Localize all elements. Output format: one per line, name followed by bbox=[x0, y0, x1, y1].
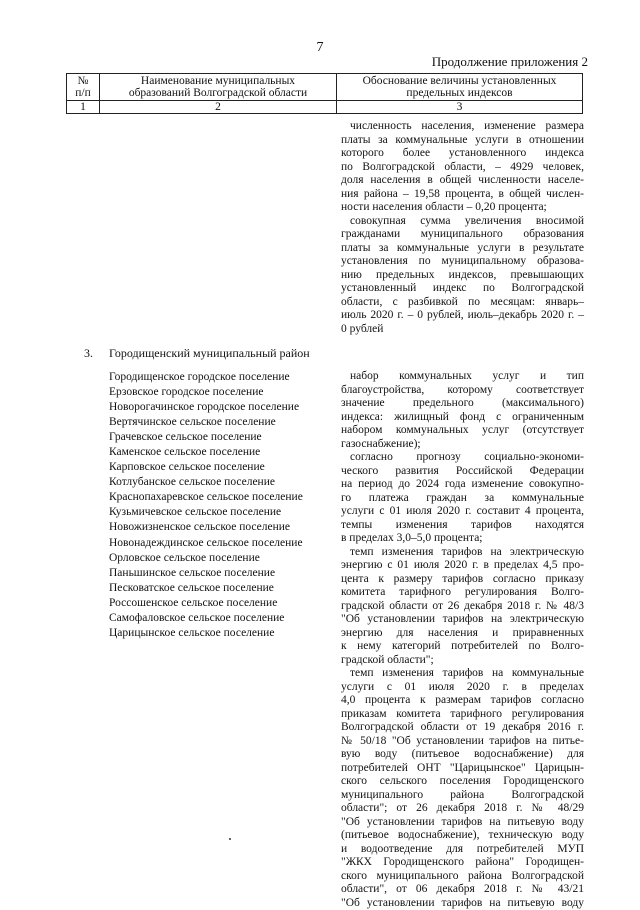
header-cell-number: № п/п bbox=[67, 74, 100, 101]
list-item: Новонадеждинское сельское поселение bbox=[109, 536, 303, 549]
column-number-2: 2 bbox=[100, 101, 337, 114]
list-item: Городищенское городское поселение bbox=[109, 371, 290, 383]
page-number: 7 bbox=[316, 40, 324, 55]
list-item: Каменское сельское поселение bbox=[109, 446, 261, 459]
settlement-list bbox=[109, 370, 303, 641]
list-item: Новожизненское сельское поселение bbox=[109, 521, 291, 534]
header-cell-municipality: Наименование муниципальных образований Волгоградской области bbox=[100, 74, 337, 101]
section-title: Городищенский муниципальный район bbox=[109, 346, 310, 360]
list-item: Краснопахаревское сельское поселение bbox=[109, 491, 303, 504]
list-item: Карповское сельское поселение bbox=[109, 461, 265, 474]
column-number-3: 3 bbox=[337, 101, 583, 114]
list-item: Россошенское сельское поселение bbox=[109, 596, 278, 609]
list-item: Котлубанское сельское поселение bbox=[109, 476, 275, 489]
list-item: Грачевское сельское поселение bbox=[109, 431, 262, 444]
section-justification-text: набор коммунальных услуг и тип благоустройства, которому соответствует значение предельного (максимального) индекса: жилищный фонд с ограниченным набором коммунальных услуг (отсутствует газоснабжение); согласно прогнозу социально-экономи- ческого развития Российской Федерации на период до 2024 года изменение совокупно- го платежа граждан за коммунальные услуги с 01 июля 2020 г. составит 4 процента, темпы изменения тарифов находятся в пределах 3,0–5,0 процента; темп изменения тарифов на электрическую энергию с 01 июля 2020 г. в пределах 4,5 про- цента к размеру тарифов согласно приказу комитета тарифного регулирования Волго- градской области от 26 декабря 2018 г. № 48/3 "Об установлении тарифов на электрическую энергию для населения и приравненных к нему категорий потребителей по Волго- градской области"; темп изменения тарифов на коммунальные услуги с 01 июля 2020 г. в пределах 4,0 процента к размерам тарифов согласно приказам комитета тарифного регулирования Волгоградской области от 19 декабря 2016 г. № 50/18 "Об установлении тарифов на питье- вую воду (питьевое водоснабжение) для потребителей ОНТ "Царицынское" Царицын- ского сельского поселения Городищенского муниципального района Волгоградской области"; от 26 декабря 2018 г. № 48/29 "Об установлении тарифов на питьевую воду (питьевое водоснабжение), техническую воду и водоотведение для потребителей МУП "ЖКХ Городищенского района" Городищен- ского муниципального района Волгоградской области", от 06 декабря 2018 г. № 43/21 "Об установлении тарифов на питьевую воду bbox=[341, 370, 584, 909]
list-item: Самофаловское сельское поселение bbox=[109, 611, 285, 624]
list-item: Песковатское сельское поселение bbox=[109, 581, 274, 594]
previous-section-text: численность населения, изменение размера платы за коммунальные услуги в отношении которого более установленного индекса по Волгоградской области, – 4929 человек, доля населения в общей численности населе- ния района – 19,58 процента, в общей числен- ности населения области – 0,20 процента; совокупная сумма увеличения вносимой гражданами муниципального образования платы за коммунальные услуги в результате установления по муниципальному образова- нию предельных индексов, превышающих установленный индекс по Волгоградской области, с разбивкой по месяцам: январь– июль 2020 г. – 0 рублей, июль–декабрь 2020 г. – 0 рублей bbox=[341, 120, 584, 335]
scan-speck bbox=[229, 838, 231, 840]
list-item: Кузьмичевское сельское поселение bbox=[109, 506, 282, 519]
list-item: Царицынское сельское поселение bbox=[109, 626, 275, 639]
header-cell-justification: Обоснование величины установленных предельных индексов bbox=[337, 74, 583, 101]
list-item: Орловское сельское поселение bbox=[109, 551, 260, 564]
list-item: Новорогачинское городское поселение bbox=[109, 401, 300, 414]
table-header bbox=[66, 73, 583, 114]
column-number-1: 1 bbox=[67, 101, 100, 114]
section-number: 3. bbox=[84, 346, 93, 360]
list-item: Ерзовское городское поселение bbox=[109, 386, 264, 399]
continuation-label: Продолжение приложения 2 bbox=[431, 54, 588, 69]
list-item: Вертячинское сельское поселение bbox=[109, 416, 276, 429]
list-item: Паньшинское сельское поселение bbox=[109, 566, 276, 579]
